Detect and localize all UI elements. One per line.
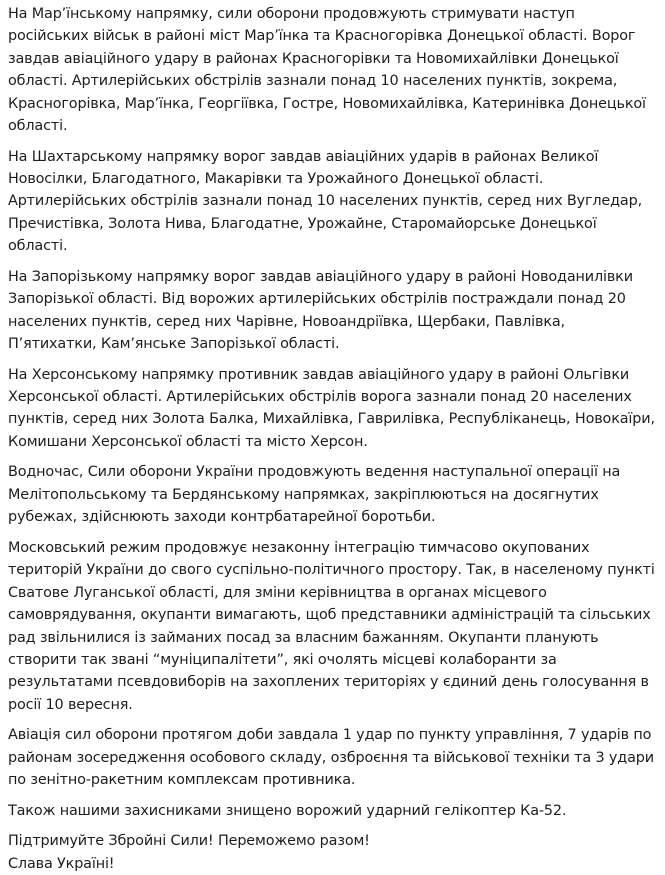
paragraph-kherson-direction: На Херсонському напрямку противник завдав авіаційного удару в районі Ольгівки Херсонської області. Артилерійських обстрілів ворога зазнали понад 20 населених пунктів, серед них Золота Балка, Михайлівка, Гаврилівка, Республіканець, Новокаїри, Комишани Херсонської області та місто Херсон. [8,366,655,450]
paragraph-marinka-direction: На Мар’їнському напрямку, сили оборони продовжують стримувати наступ російських військ в районі міст Мар’їнка та Красногорівка Донецької області. Ворог завдав авіаційного удару в районах Красногорівки та Новомихайлівки Донецької області. Артилерійських обстрілів зазнали понад 10 населених пунктів, зокрема, Красногорівка, Мар’їнка, Георгіївка, Гостре, Новомихайлівка, Катеринівка Донецької області. [8,6,646,135]
paragraph-closing-slogan: Підтримуйте Збройні Сили! Переможемо разом! Слава Україні! [8,833,370,872]
paragraph-zaporizhzhia-direction: На Запорізькому напрямку ворог завдав авіаційного удару в районі Новоданилівки Запорізької області. Від ворожих артилерійських обстрілів постраждали понад 20 населених пунктів, серед них Чарівне, Новоандріївка, Щербаки, Павлівка, П’ятихатки, Кам’янське Запорізької області. [8,268,633,353]
paragraph-occupation-integration: Московський режим продовжує незаконну інтеграцію тимчасово окупованих територій України до свого суспільно-політичного простору. Так, в населеному пункті Сватове Луганської області, для зміни керівництва в органах місцевого самоврядування, окупанти вимагають, щоб представники адміністрацій та сільських рад звільнилися із займаних посад за власним бажанням. Окупанти планують створити так звані “муніципалітети”, які очолять місцеві колаборанти за результатами псевдовиборів на захоплених територіях у єдиний день голосування в росії 10 вересня. [8,539,655,713]
paragraph-aviation-strikes: Авіація сил оборони протягом доби завдала 1 удар по пункту управління, 7 ударів по районам зосередження особового складу, озброєння та військової техніки та 3 удари по зенітно-ракетним комплексам противника. [8,727,654,789]
paragraph-shakhtarske-direction: На Шахтарському напрямку ворог завдав авіаційних ударів в районах Великої Новосілки, Благодатного, Макарівки та Урожайного Донецької області. Артилерійських обстрілів зазнали понад 10 населених пунктів, серед них Вугледар, Пречистівка, Золота Нива, Благодатне, Урожайне, Старомайорське Донецької області. [8,148,643,255]
paragraph-helicopter-destroyed: Також нашими захисниками знищено ворожий ударний гелікоптер Ка-52. [8,802,567,819]
paragraph-offensive-operation: Водночас, Сили оборони України продовжують ведення наступальної операції на Мелітопольському та Бердянському напрямках, закріплюються на досягнутих рубежах, здійснюють заходи контрбатарейної боротьби. [8,464,621,526]
